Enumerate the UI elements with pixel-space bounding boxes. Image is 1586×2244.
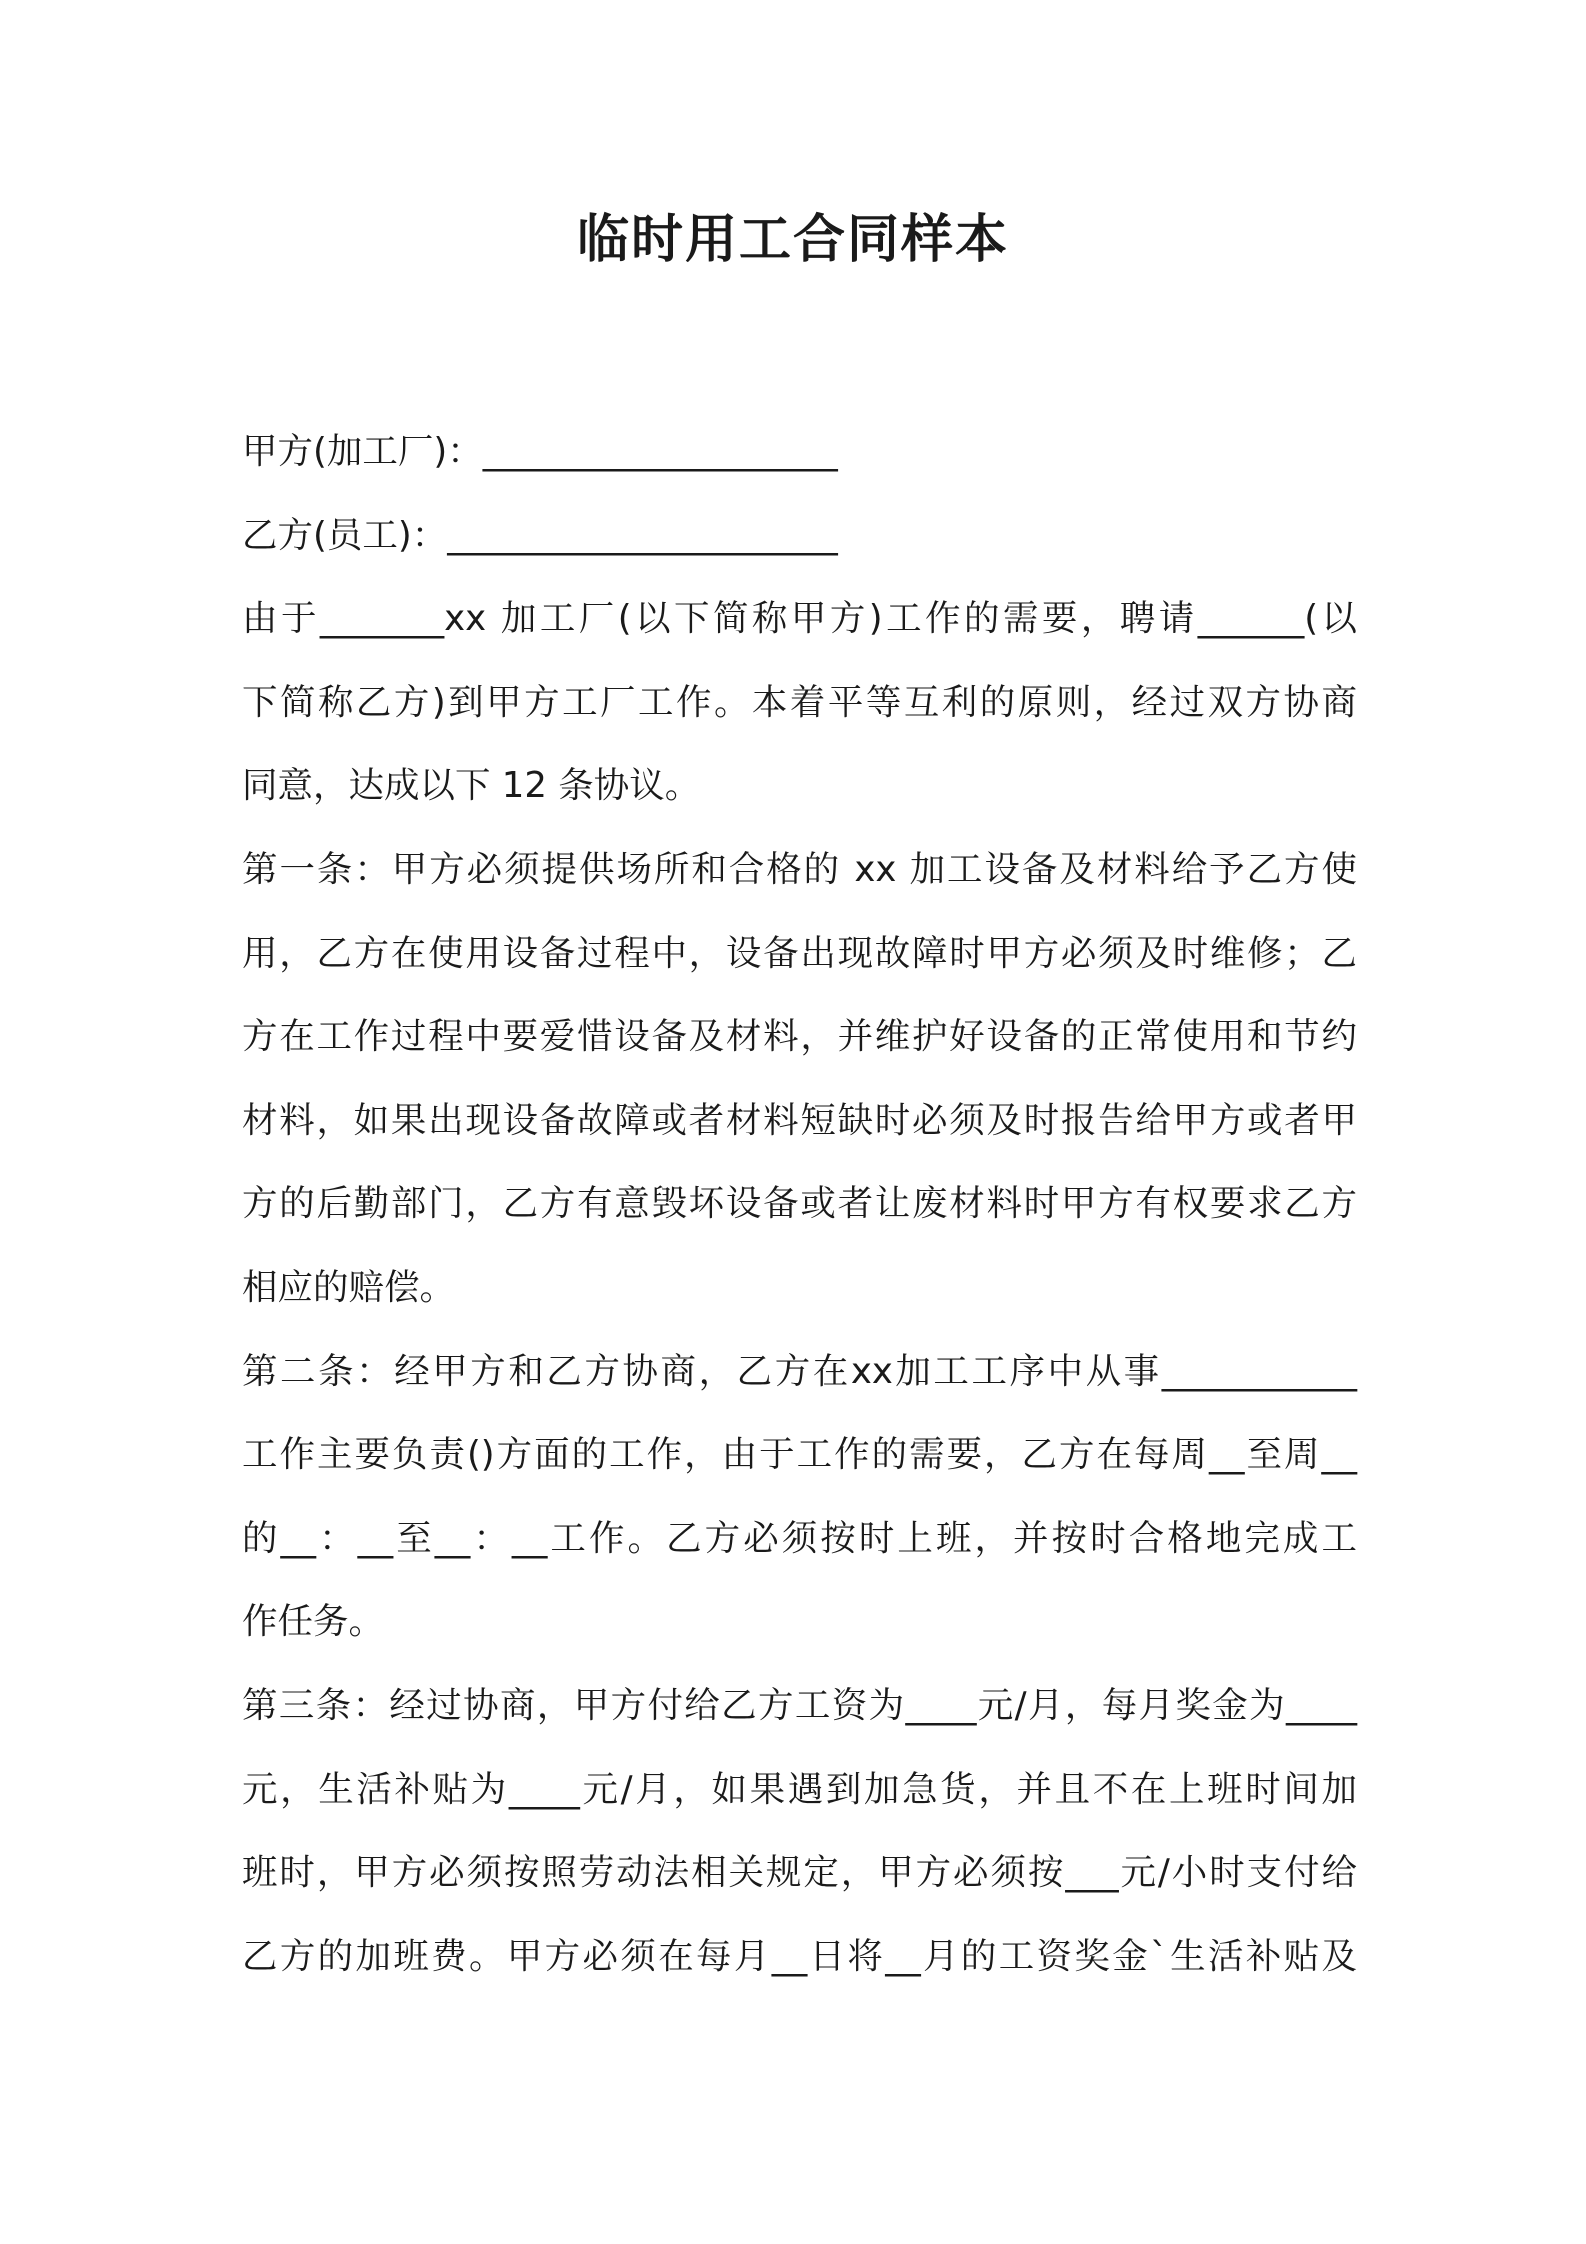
article-2-line-3: 的__：__至__：__工作。乙方必须按时上班，并按时合格地完成工 [242, 1517, 1357, 1559]
article-3-line-4: 乙方的加班费。甲方必须在每月__日将__月的工资奖金`生活补贴及 [242, 1935, 1357, 1977]
preamble-line-2: 下简称乙方)到甲方工厂工作。本着平等互利的原则，经过双方协商 [242, 681, 1357, 723]
party-a-line: 甲方(加工厂)：____________________ [242, 431, 838, 472]
article-3-line-2: 元，生活补贴为____元/月，如果遇到加急货，并且不在上班时间加 [242, 1768, 1357, 1810]
preamble-line-1: 由于_______xx 加工厂(以下简称甲方)工作的需要，聘请______(以 [242, 598, 1357, 640]
article-3-line-1: 第三条：经过协商，甲方付给乙方工资为____元/月，每月奖金为____ [242, 1684, 1357, 1726]
preamble-line-3: 同意，达成以下 12 条协议。 [242, 765, 701, 807]
article-1-line-2: 用，乙方在使用设备过程中，设备出现故障时甲方必须及时维修；乙 [242, 932, 1357, 974]
article-3-line-3: 班时，甲方必须按照劳动法相关规定，甲方必须按___元/小时支付给 [242, 1852, 1357, 1894]
article-2-line-2: 工作主要负责()方面的工作，由于工作的需要，乙方在每周__至周__ [242, 1434, 1357, 1476]
article-1-line-6: 相应的赔偿。 [242, 1266, 456, 1308]
article-1-line-1: 第一条：甲方必须提供场所和合格的 xx 加工设备及材料给予乙方使 [242, 848, 1357, 890]
article-1-line-3: 方在工作过程中要爱惜设备及材料，并维护好设备的正常使用和节约 [242, 1016, 1357, 1058]
contract-body [242, 410, 1357, 1998]
article-1-line-5: 方的后勤部门，乙方有意毁坏设备或者让废材料时甲方有权要求乙方 [242, 1183, 1357, 1225]
document-title: 临时用工合同样本 [576, 210, 1009, 270]
article-2-line-1: 第二条：经甲方和乙方协商，乙方在xx加工工序中从事___________ [242, 1350, 1357, 1392]
article-2-line-4: 作任务。 [242, 1601, 385, 1643]
party-b-line: 乙方(员工)：______________________ [242, 514, 838, 556]
article-1-line-4: 材料，如果出现设备故障或者材料短缺时必须及时报告给甲方或者甲 [242, 1099, 1357, 1141]
